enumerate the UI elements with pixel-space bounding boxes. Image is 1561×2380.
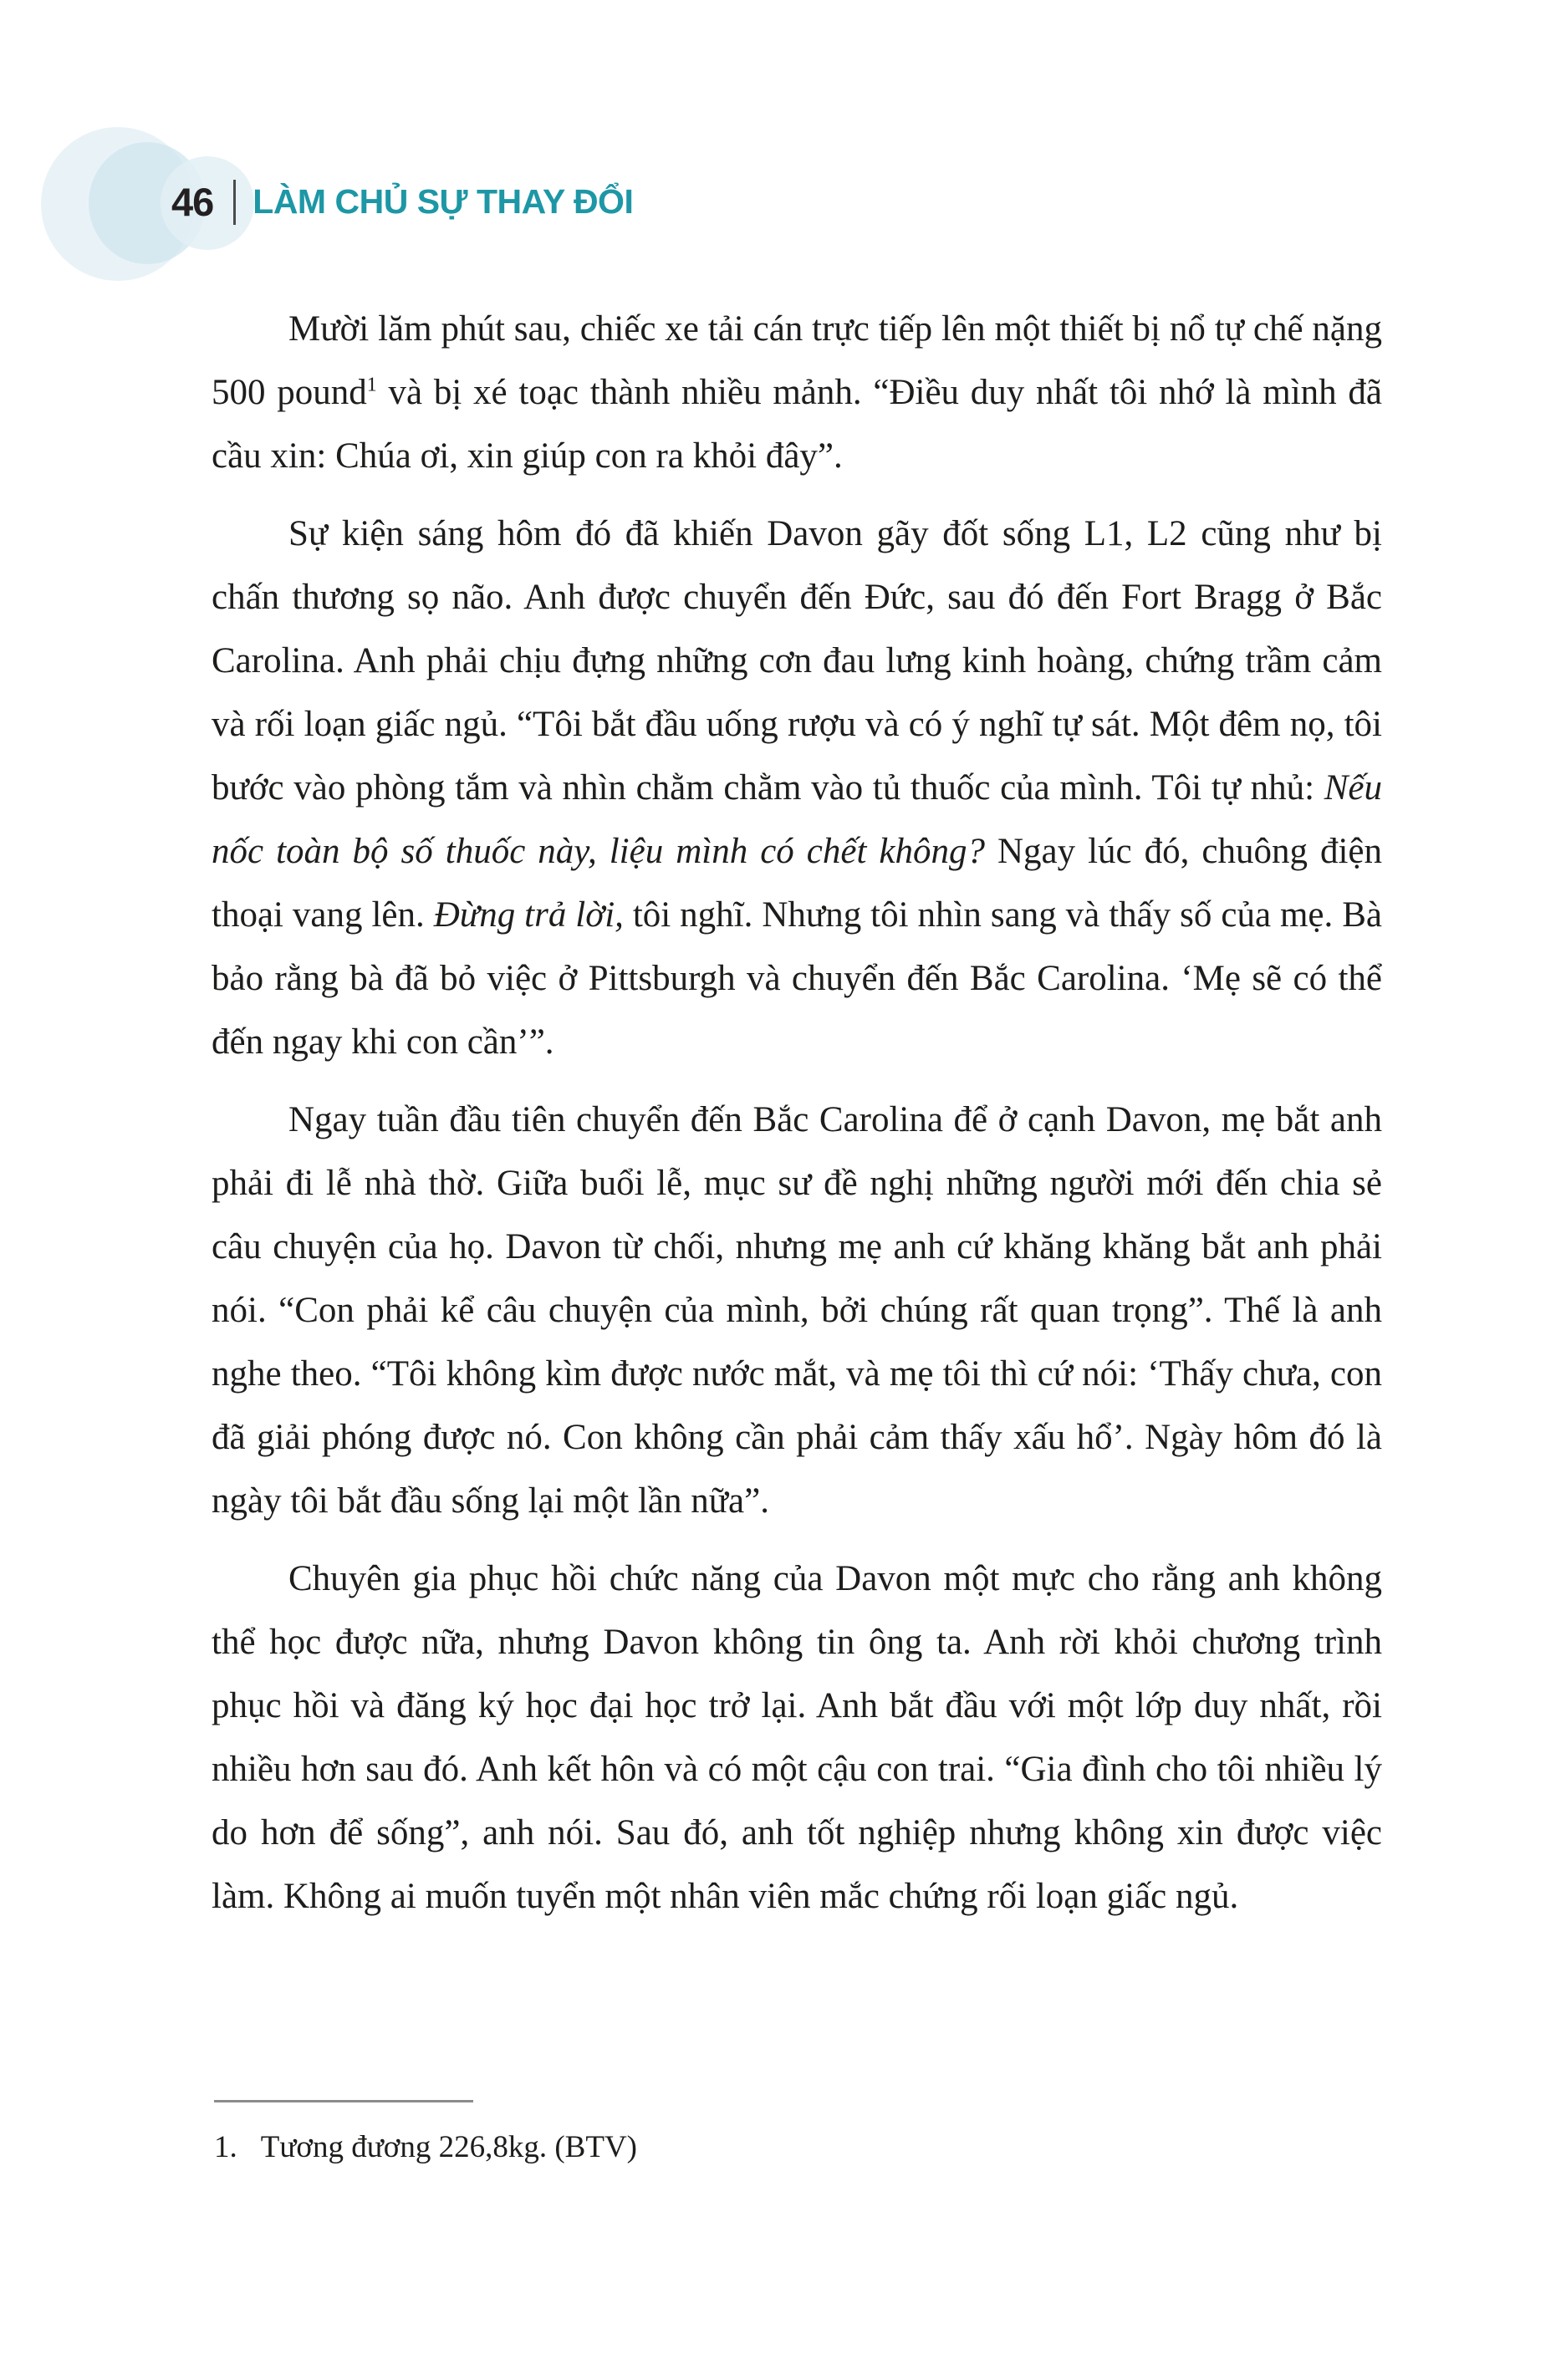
page-header <box>171 179 633 225</box>
paragraph <box>212 502 1382 1074</box>
footnote-separator-rule <box>214 2100 473 2102</box>
text-segment: Sự kiện sáng hôm đó đã khiến Davon gãy đốt sống L1, L2 cũng như bị chấn thương sọ não. Anh được chuyển đến Đức, sau đó đến Fort Bragg ở Bắc Carolina. Anh phải chịu đựng những cơn đau lưng kinh hoàng, chứng trầm cảm và rối loạn giấc ngủ. “Tôi bắt đầu uống rượu và có ý nghĩ tự sát. Một đêm nọ, tôi bước vào phòng tắm và nhìn chằm chằm vào tủ thuốc của mình. Tôi tự nhủ: <box>212 514 1382 808</box>
text-segment: Ngay lúc đó, chuông điện thoại vang lên. <box>212 832 1382 935</box>
running-head-book-title: LÀM CHỦ SỰ THAY ĐỔI <box>253 182 634 221</box>
footnote-text: Tương đương 226,8kg. (BTV) <box>260 2130 637 2164</box>
footnote-area <box>214 2100 1385 2168</box>
header-divider <box>233 180 236 225</box>
text-segment: Đừng trả lời, <box>433 895 624 935</box>
body-text <box>212 298 1382 1943</box>
footnote-marker: 1. <box>214 2130 237 2164</box>
paragraph <box>212 298 1382 488</box>
text-segment: Nếu nốc toàn bộ số thuốc này, liệu mình có chết không? <box>212 768 1382 871</box>
text-segment: Mười lăm phút sau, chiếc xe tải cán trực tiếp lên một thiết bị nổ tự chế nặng 500 pound <box>212 309 1382 412</box>
text-segment: Ngay tuần đầu tiên chuyển đến Bắc Carolina để ở cạnh Davon, mẹ bắt anh phải đi lễ nhà thờ. Giữa buổi lễ, mục sư đề nghị những người mới đến chia sẻ câu chuyện của họ. Davon từ chối, nhưng mẹ anh cứ khăng khăng bắt anh phải nói. “Con phải kể câu chuyện của mình, bởi chúng rất quan trọng”. Thế là anh nghe theo. “Tôi không kìm được nước mắt, và mẹ tôi thì cứ nói: ‘Thấy chưa, con đã giải phóng được nó. Con không cần phải cảm thấy xấu hổ’. Ngày hôm đó là ngày tôi bắt đầu sống lại một lần nữa”. <box>212 1100 1382 1521</box>
page-number: 46 <box>171 180 214 224</box>
footnote-reference: 1 <box>366 374 377 396</box>
footnote <box>214 2128 1385 2168</box>
text-segment: Chuyên gia phục hồi chức năng của Davon một mực cho rằng anh không thể học được nữa, nhưng Davon không tin ông ta. Anh rời khỏi chương trình phục hồi và đăng ký học đại học trở lại. Anh bắt đầu với một lớp duy nhất, rồi nhiều hơn sau đó. Anh kết hôn và có một cậu con trai. “Gia đình cho tôi nhiều lý do hơn để sống”, anh nói. Sau đó, anh tốt nghiệp nhưng không xin được việc làm. Không ai muốn tuyển một nhân viên mắc chứng rối loạn giấc ngủ. <box>212 1559 1382 1916</box>
paragraph <box>212 1088 1382 1533</box>
paragraph <box>212 1547 1382 1929</box>
text-segment: tôi nghĩ. Nhưng tôi nhìn sang và thấy số của mẹ. Bà bảo rằng bà đã bỏ việc ở Pittsburgh và chuyển đến Bắc Carolina. ‘Mẹ sẽ có thể đến ngay khi con cần’”. <box>212 895 1382 1062</box>
text-segment: và bị xé toạc thành nhiều mảnh. “Điều duy nhất tôi nhớ là mình đã cầu xin: Chúa ơi, xin giúp con ra khỏi đây”. <box>212 373 1383 476</box>
